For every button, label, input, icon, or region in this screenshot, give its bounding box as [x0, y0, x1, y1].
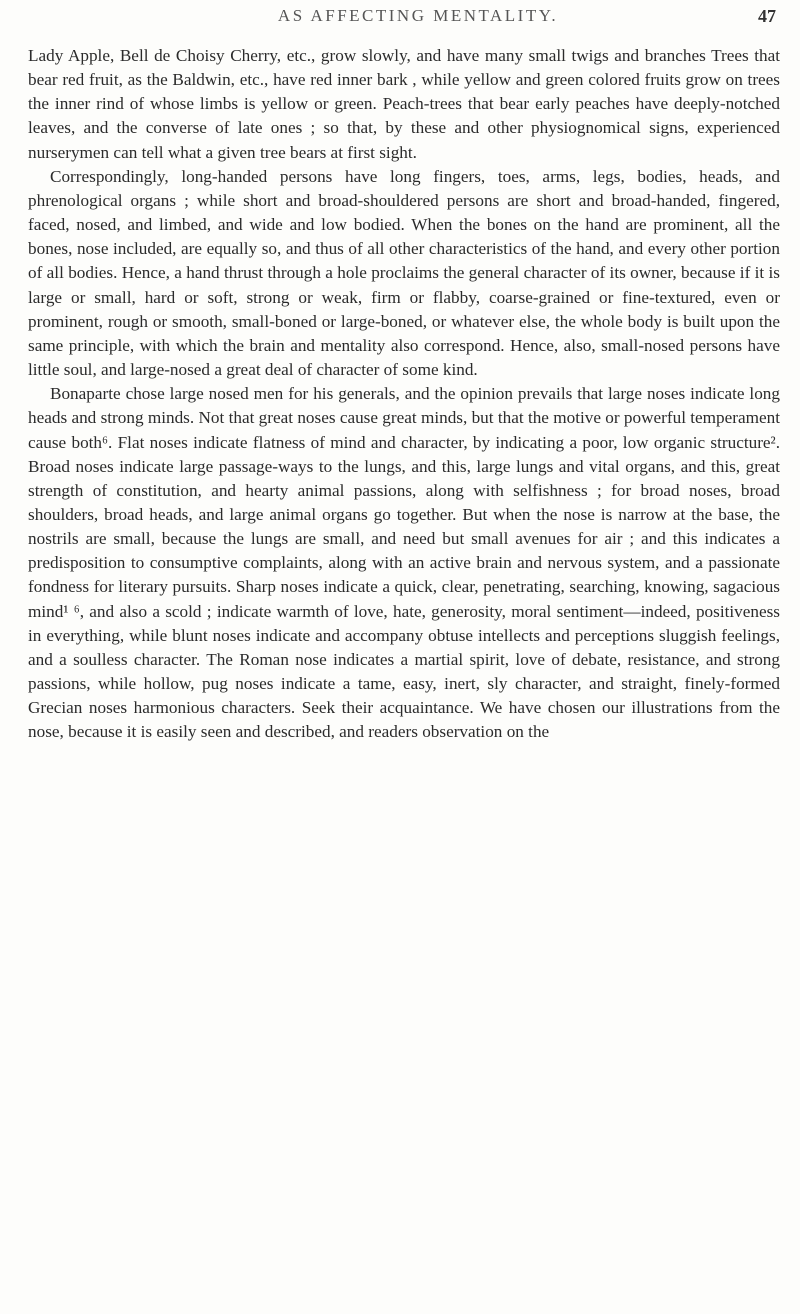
page-number: 47: [758, 6, 776, 26]
paragraph-hands-and-bodies: Correspondingly, long-handed persons have long fingers, toes, arms, legs, bodies, heads, and phrenological organs ; while short and broad-shouldered persons are short and broad-handed, fingered, faced, nosed, and limbed, and wide and low bodied. When the bones on the hand are prominent, all the bones, nose included, are equally so, and thus of all other characteristics of the hand, and every other portion of all bodies. Hence, a hand thrust through a hole proclaims the general character of its owner, because if it is large or small, hard or soft, strong or weak, firm or flabby, coarse-grained or fine-textured, even or prominent, rough or smooth, small-boned or large-boned, or whatever else, the whole body is built upon the same principle, with which the brain and mentality also correspond. Hence, also, small-nosed persons have little soul, and large-nosed a great deal of character of some kind.: [28, 166, 780, 380]
paragraph-noses: Bonaparte chose large nosed men for his generals, and the opinion prevails that large noses indicate long heads and strong minds. Not that great noses cause great minds, but that the motive or powerful temperament cause both⁶. Flat noses indicate flatness of mind and character, by indicating a poor, low organic structure². Broad noses indicate large passage-ways to the lungs, and this, large lungs and vital organs, and this, great strength of constitution, and hearty animal passions, along with selfishness ; for broad noses, broad shoulders, broad heads, and large animal organs go together. But when the nose is narrow at the base, the nostrils are small, because the lungs are small, and need but small avenues for air ; and this indicates a predisposition to consumptive complaints, along with an active brain and nervous system, and a passionate fondness for literary pursuits. Sharp noses indicate a quick, clear, penetrating, searching, knowing, sagacious mind¹ ⁶, and also a scold ; indicate warmth of love, hate, generosity, moral sentiment—indeed, positiveness in everything, while blunt noses indicate and accompany obtuse intellects and perceptions sluggish feelings, and a soulless character. The Roman nose indicates a martial spirit, love of debate, resistance, and strong passions, while hollow, pug noses indicate a tame, easy, inert, sly character, and straight, finely-formed Grecian noses harmonious characters. Seek their acquaintance. We have chosen our illustrations from the nose, because it is easily seen and described, and readers observation on the: [28, 384, 780, 742]
running-head: AS AFFECTING MENTALITY.: [277, 6, 559, 25]
page-header: [60, 6, 776, 32]
paragraph-fruit-trees: Lady Apple, Bell de Choisy Cherry, etc., grow slowly, and have many small twigs and branches Trees that bear red fruit, as the Baldwin, etc., have red inner bark , while yellow and green colored fruits grow on trees the inner rind of whose limbs is yellow or green. Peach-trees that bear early peaches have deeply-notched leaves, and the converse of late ones ; so that, by these and other physiognomical signs, experienced nurserymen can tell what a given tree bears at first sight.: [28, 46, 780, 162]
body-text: [28, 44, 780, 745]
